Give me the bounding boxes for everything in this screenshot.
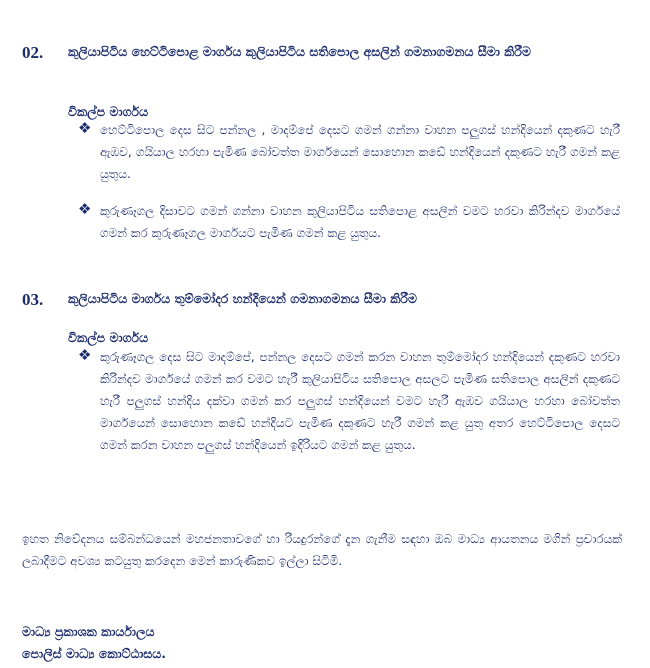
diamond-bullet-icon: ❖ [78,200,92,218]
section-title: කුලියාපිටිය මාර්ගය තුම්මෝදර හන්දියෙන් ගමනාගමනය සීමා කිරීම [68,291,417,306]
closing-paragraph: ඉහත නිවේදනය සම්බන්ධයෙන් මහජනතාවගේ හා රියදුරන්ගේ දැන ගැනීම සඳහා ඔබ මාධ්‍ය ආයතනය මගින් ප්‍රචාරයක් ලබාදීමට අවශ්‍ය කටයුතු කරදෙන මෙන් කාරුණිකව ඉල්ලා සිටිමි. [22,532,622,568]
bullet-text: කුරුණෑගල දෙස සිට මාදම්පේ, පන්නල දෙසට ගමන් කරන වාහන තුම්මෝදර හන්දියෙන් දකුණට හරවා කිරින්දව මාර්ගයේ ගමන් කර වමට හැරී කුලියාපිටිය සතිපොල අසලට පැමිණ සතිපොල අසලින් දකුණට හැරී පලුගස් හන්දිය දක්වා ගමන් කර පලුගස් හන්දියෙන් වමට හැරී ඇඹව ගයියාල හරහා බෝවත්ත මාර්ගයෙන් සොහොන කඩේ හන්දියට පැමිණ දකුණට හැරී ගමන් කළ යුතු අතර හෙට්ටිපොල දෙසට ගමන් කරන වාහන පලුගස් හන්දියෙන් ඉදිරියට ගමන් කළ යුතුය. [100,350,620,452]
signature-office: මාධ්‍ය ප්‍රකාශක කාර්යාලය [22,624,155,639]
section-subheading: විකල්ප මාර්ගය [68,330,149,345]
section-number: 03. [22,290,44,309]
diamond-bullet-icon: ❖ [78,346,92,364]
section-number: 02. [22,43,44,62]
bullet-text: කුරුණෑගල දිසාවට ගමන් ගන්නා වාහන කුලියාපිටිය සතිපොළ අසලින් වමට හරවා කිරින්දව මාර්ගයේ ගමන් කර කුරුණෑගල මාර්ගයට පැමිණ ගමන් කළ යුතුය. [100,204,620,240]
diamond-bullet-icon: ❖ [78,119,92,137]
signature-division: පොලිස් මාධ්‍ය කොට්ඨාසය. [22,646,166,661]
section-subheading: විකල්ප මාර්ගය [68,104,149,119]
bullet-text: හෙට්ටිපොල දෙස සිට පන්නල , මාදම්පේ දෙසට ගමන් ගන්නා වාහන පලුගස් හන්දියෙන් දකුණට හැරී ඇඹව, ගයියාල හරහා පැමිණ බෝවත්ත මාර්ගයෙන් සොහොන කඩේ හන්දියෙන් දකුණට හැරී ගමන් කළ යුතුය. [100,123,620,181]
section-title: කුලියාපිටිය හෙට්ටිපොළ මාර්ගය කුලියාපිටිය සතිපොල අසලින් ගමනාගමනය සීමා කිරීම [68,44,531,59]
